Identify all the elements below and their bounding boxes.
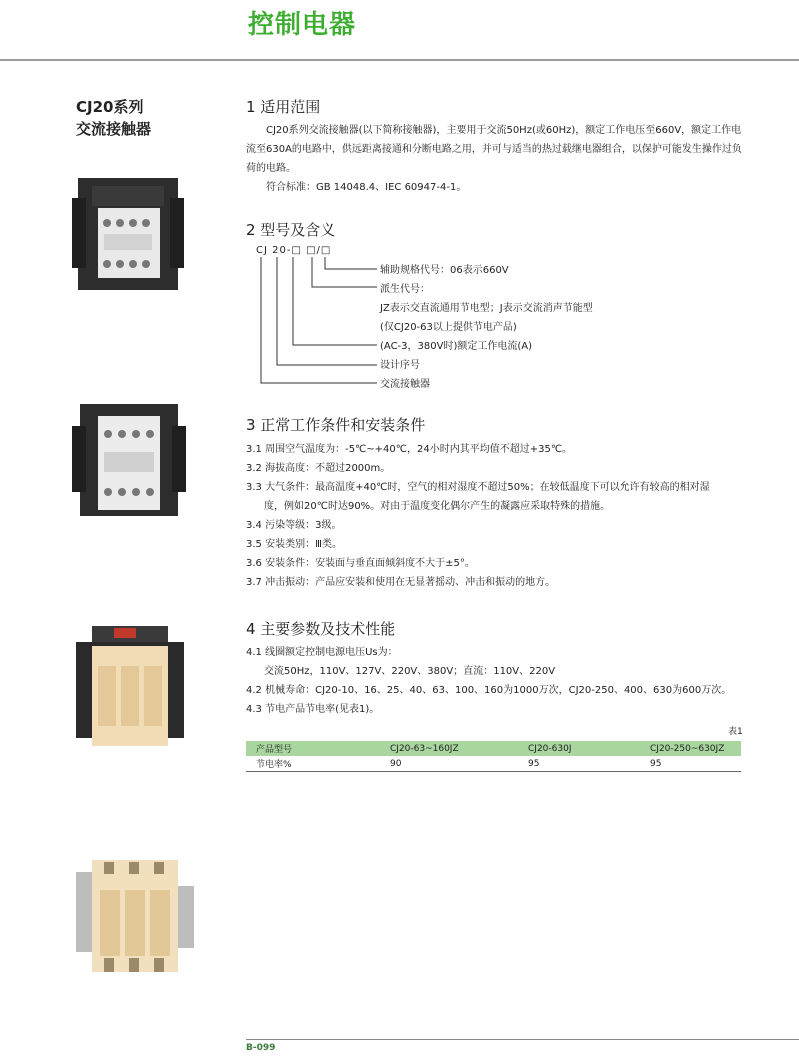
product-image-3: [70, 622, 190, 750]
section-4-heading: 4 主要参数及技术性能: [246, 620, 396, 638]
scope-paragraph: CJ20系列交流接触器(以下简称接触器)，主要用于交流50Hz(或60Hz)，额定工作电压至660V，额定工作电流至630A的电路中，供远距离接通和分断电路之用，并可与适当的热过载继电器组合，以保护可能发生操作过负荷的电路。: [246, 125, 742, 174]
table-cell: 95: [640, 756, 741, 772]
section-1-heading: 1 适用范围: [246, 98, 321, 116]
code-label-aux: 辅助规格代号：06表示660V: [380, 265, 509, 276]
section-1-body: [246, 121, 748, 197]
table-header: CJ20-250~630JZ: [640, 741, 741, 756]
parameter-item: 交流50Hz，110V、127V、220V、380V；直流：110V、220V: [264, 666, 556, 677]
condition-item: 3.7 冲击振动：产品应安装和使用在无显著摇动、冲击和振动的地方。: [246, 577, 556, 588]
energy-saving-table: [246, 741, 741, 772]
condition-item: 3.2 海拔高度：不超过2000m。: [246, 463, 391, 474]
section-2-heading: 2 型号及含义: [246, 221, 336, 239]
parameter-item: 4.3 节电产品节电率(见表1)。: [246, 704, 380, 715]
section-4-body: [246, 643, 748, 719]
parameter-item: 4.1 线圈额定控制电源电压Us为：: [246, 647, 398, 658]
code-label-derived: 派生代号：: [380, 284, 430, 295]
condition-item: 3.1 周围空气温度为：-5℃~+40℃，24小时内其平均值不超过+35℃。: [246, 444, 573, 455]
table-caption: 表1: [728, 727, 743, 737]
table-cell: 90: [380, 756, 518, 772]
product-image-1: [70, 168, 190, 300]
product-image-2: [70, 398, 190, 524]
condition-item: 3.3 大气条件：最高温度+40℃时，空气的相对湿度不超过50%；在较低温度下可以允许有较高的相对湿: [246, 482, 710, 493]
model-code: CJ 20-□ □/□: [256, 245, 332, 256]
table-header: 产品型号: [246, 741, 380, 756]
product-image-4: [70, 852, 196, 977]
code-label-type: 交流接触器: [380, 379, 430, 390]
code-label-current: (AC-3，380V时)额定工作电流(A): [380, 341, 532, 352]
condition-item: 度，例如20℃时达90%。对由于温度变化偶尔产生的凝露应采取特殊的措施。: [264, 501, 611, 512]
parameter-item: 4.2 机械寿命：CJ20-10、16、25、40、63、100、160为1000万次，CJ20-250、400、630为600万次。: [246, 685, 732, 696]
standards-paragraph: 符合标准：GB 14048.4、IEC 60947-4-1。: [266, 182, 467, 193]
condition-item: 3.4 污染等级：3级。: [246, 520, 342, 531]
table-cell: 95: [518, 756, 640, 772]
table-header: CJ20-630J: [518, 741, 640, 756]
page-title: 控制电器: [248, 10, 357, 40]
condition-item: 3.6 安装条件：安装面与垂直面倾斜度不大于±5°。: [246, 558, 475, 569]
model-code-diagram: [255, 255, 385, 395]
table-header: CJ20-63~160JZ: [380, 741, 518, 756]
table-header-row: [246, 741, 741, 756]
code-label-design: 设计序号: [380, 360, 420, 371]
section-3-heading: 3 正常工作条件和安装条件: [246, 416, 426, 434]
table-cell: 节电率%: [246, 756, 380, 772]
condition-item: 3.5 安装类别：Ⅲ类。: [246, 539, 342, 550]
code-label-derived-desc: JZ表示交直流通用节电型；J表示交流消声节能型: [380, 303, 593, 314]
code-label-derived-note: (仅CJ20-63以上提供节电产品): [380, 322, 517, 333]
product-name: 交流接触器: [76, 120, 152, 138]
header-divider: [0, 59, 799, 61]
product-series: CJ20系列: [76, 98, 144, 116]
section-3-body: [246, 440, 748, 592]
footer-divider: [246, 1039, 799, 1040]
product-title: [76, 96, 151, 140]
page-number: B-099: [246, 1043, 276, 1053]
table-row: [246, 756, 741, 772]
